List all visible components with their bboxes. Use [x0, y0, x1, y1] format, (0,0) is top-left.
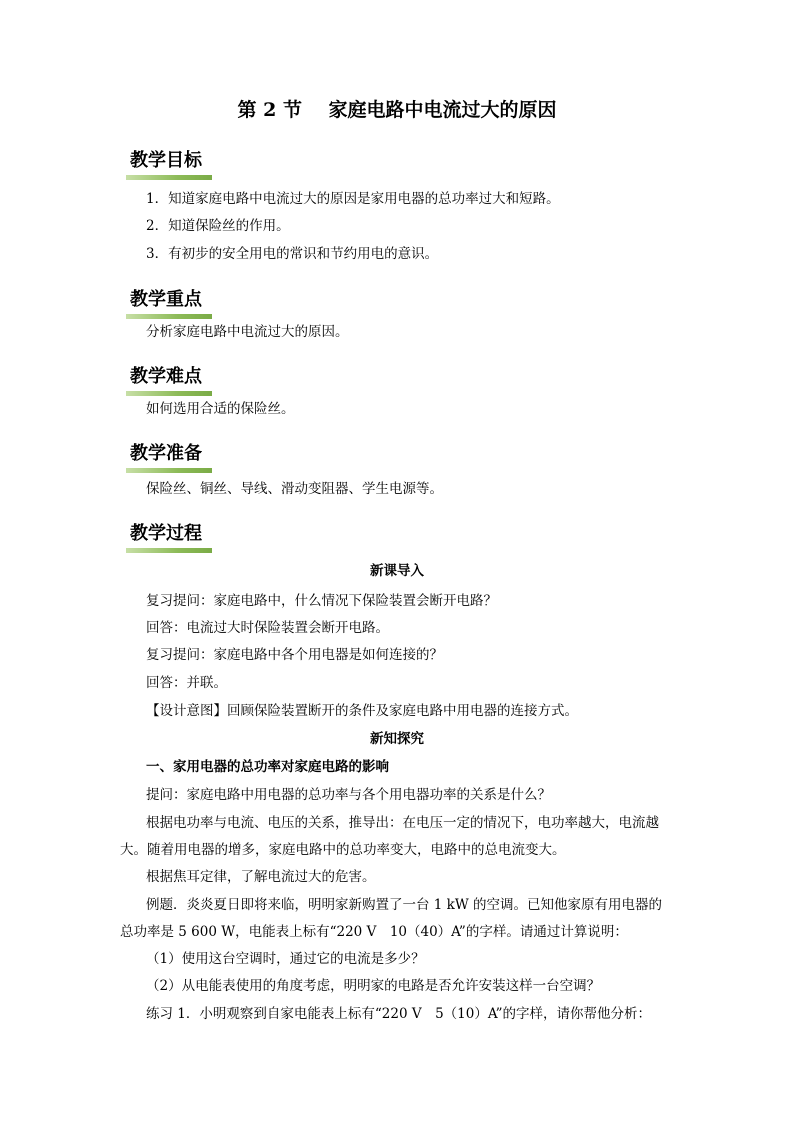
explore-line-5: 例题．炎炎夏日即将来临，明明家新购置了一台 1 kW 的空调。已知他家原有用电器的 — [146, 897, 663, 913]
goal-item-3: 3．有初步的安全用电的常识和节约用电的意识。 — [146, 246, 439, 262]
explore-line-3: 大。随着用电器的增多，家庭电路中的总功率变大，电路中的总电流变大。 — [120, 842, 566, 858]
explore-line-8: （2）从电能表使用的角度考虑，明明家的电路是否允许安装这样一台空调？ — [146, 978, 601, 994]
intro-line-2: 回答：电流过大时保险装置会断开电路。 — [146, 620, 389, 636]
explore-line-6: 总功率是 5 600 W，电能表上标有“220 V 10（40）A”的字样。请通过计算说明： — [120, 924, 628, 940]
intro-line-5: 【设计意图】回顾保险装置断开的条件及家庭电路中用电器的连接方式。 — [146, 703, 578, 719]
page-title: 第 2 节 家庭电路中电流过大的原因 — [237, 99, 557, 121]
explore-line-1: 提问：家庭电路中用电器的总功率与各个用电器功率的关系是什么？ — [146, 787, 551, 803]
key-points-text: 分析家庭电路中电流过大的原因。 — [146, 324, 349, 340]
heading-underline — [126, 391, 212, 396]
heading-underline — [126, 468, 212, 473]
section-heading-preparation: 教学准备 — [130, 443, 202, 465]
intro-line-3: 复习提问：家庭电路中各个用电器是如何连接的？ — [146, 647, 443, 663]
section-heading-difficulties: 教学难点 — [130, 366, 202, 388]
heading-underline — [126, 548, 212, 553]
difficulties-text: 如何选用合适的保险丝。 — [146, 401, 295, 417]
section-heading-goals: 教学目标 — [130, 150, 202, 172]
explore-line-2: 根据电功率与电流、电压的关系，推导出：在电压一定的情况下，电功率越大，电流越 — [146, 815, 659, 831]
preparation-text: 保险丝、铜丝、导线、滑动变阻器、学生电源等。 — [146, 481, 443, 497]
heading-underline — [126, 175, 212, 180]
explore-title: 新知探究 — [370, 731, 424, 747]
explore-line-9: 练习 1．小明观察到自家电能表上标有“220 V 5（10）A”的字样，请你帮他分析： — [146, 1006, 652, 1022]
explore-line-7: （1）使用这台空调时，通过它的电流是多少？ — [146, 951, 425, 967]
goal-item-2: 2．知道保险丝的作用。 — [146, 218, 290, 234]
sub-heading: 一、家用电器的总功率对家庭电路的影响 — [146, 759, 389, 775]
section-heading-process: 教学过程 — [130, 523, 202, 545]
section-heading-key-points: 教学重点 — [130, 289, 202, 311]
intro-line-4: 回答：并联。 — [146, 675, 227, 691]
heading-underline — [126, 314, 212, 319]
goal-item-1: 1．知道家庭电路中电流过大的原因是家用电器的总功率过大和短路。 — [146, 191, 560, 207]
intro-title: 新课导入 — [370, 563, 424, 579]
explore-line-4: 根据焦耳定律，了解电流过大的危害。 — [146, 869, 376, 885]
intro-line-1: 复习提问：家庭电路中，什么情况下保险装置会断开电路？ — [146, 593, 497, 609]
